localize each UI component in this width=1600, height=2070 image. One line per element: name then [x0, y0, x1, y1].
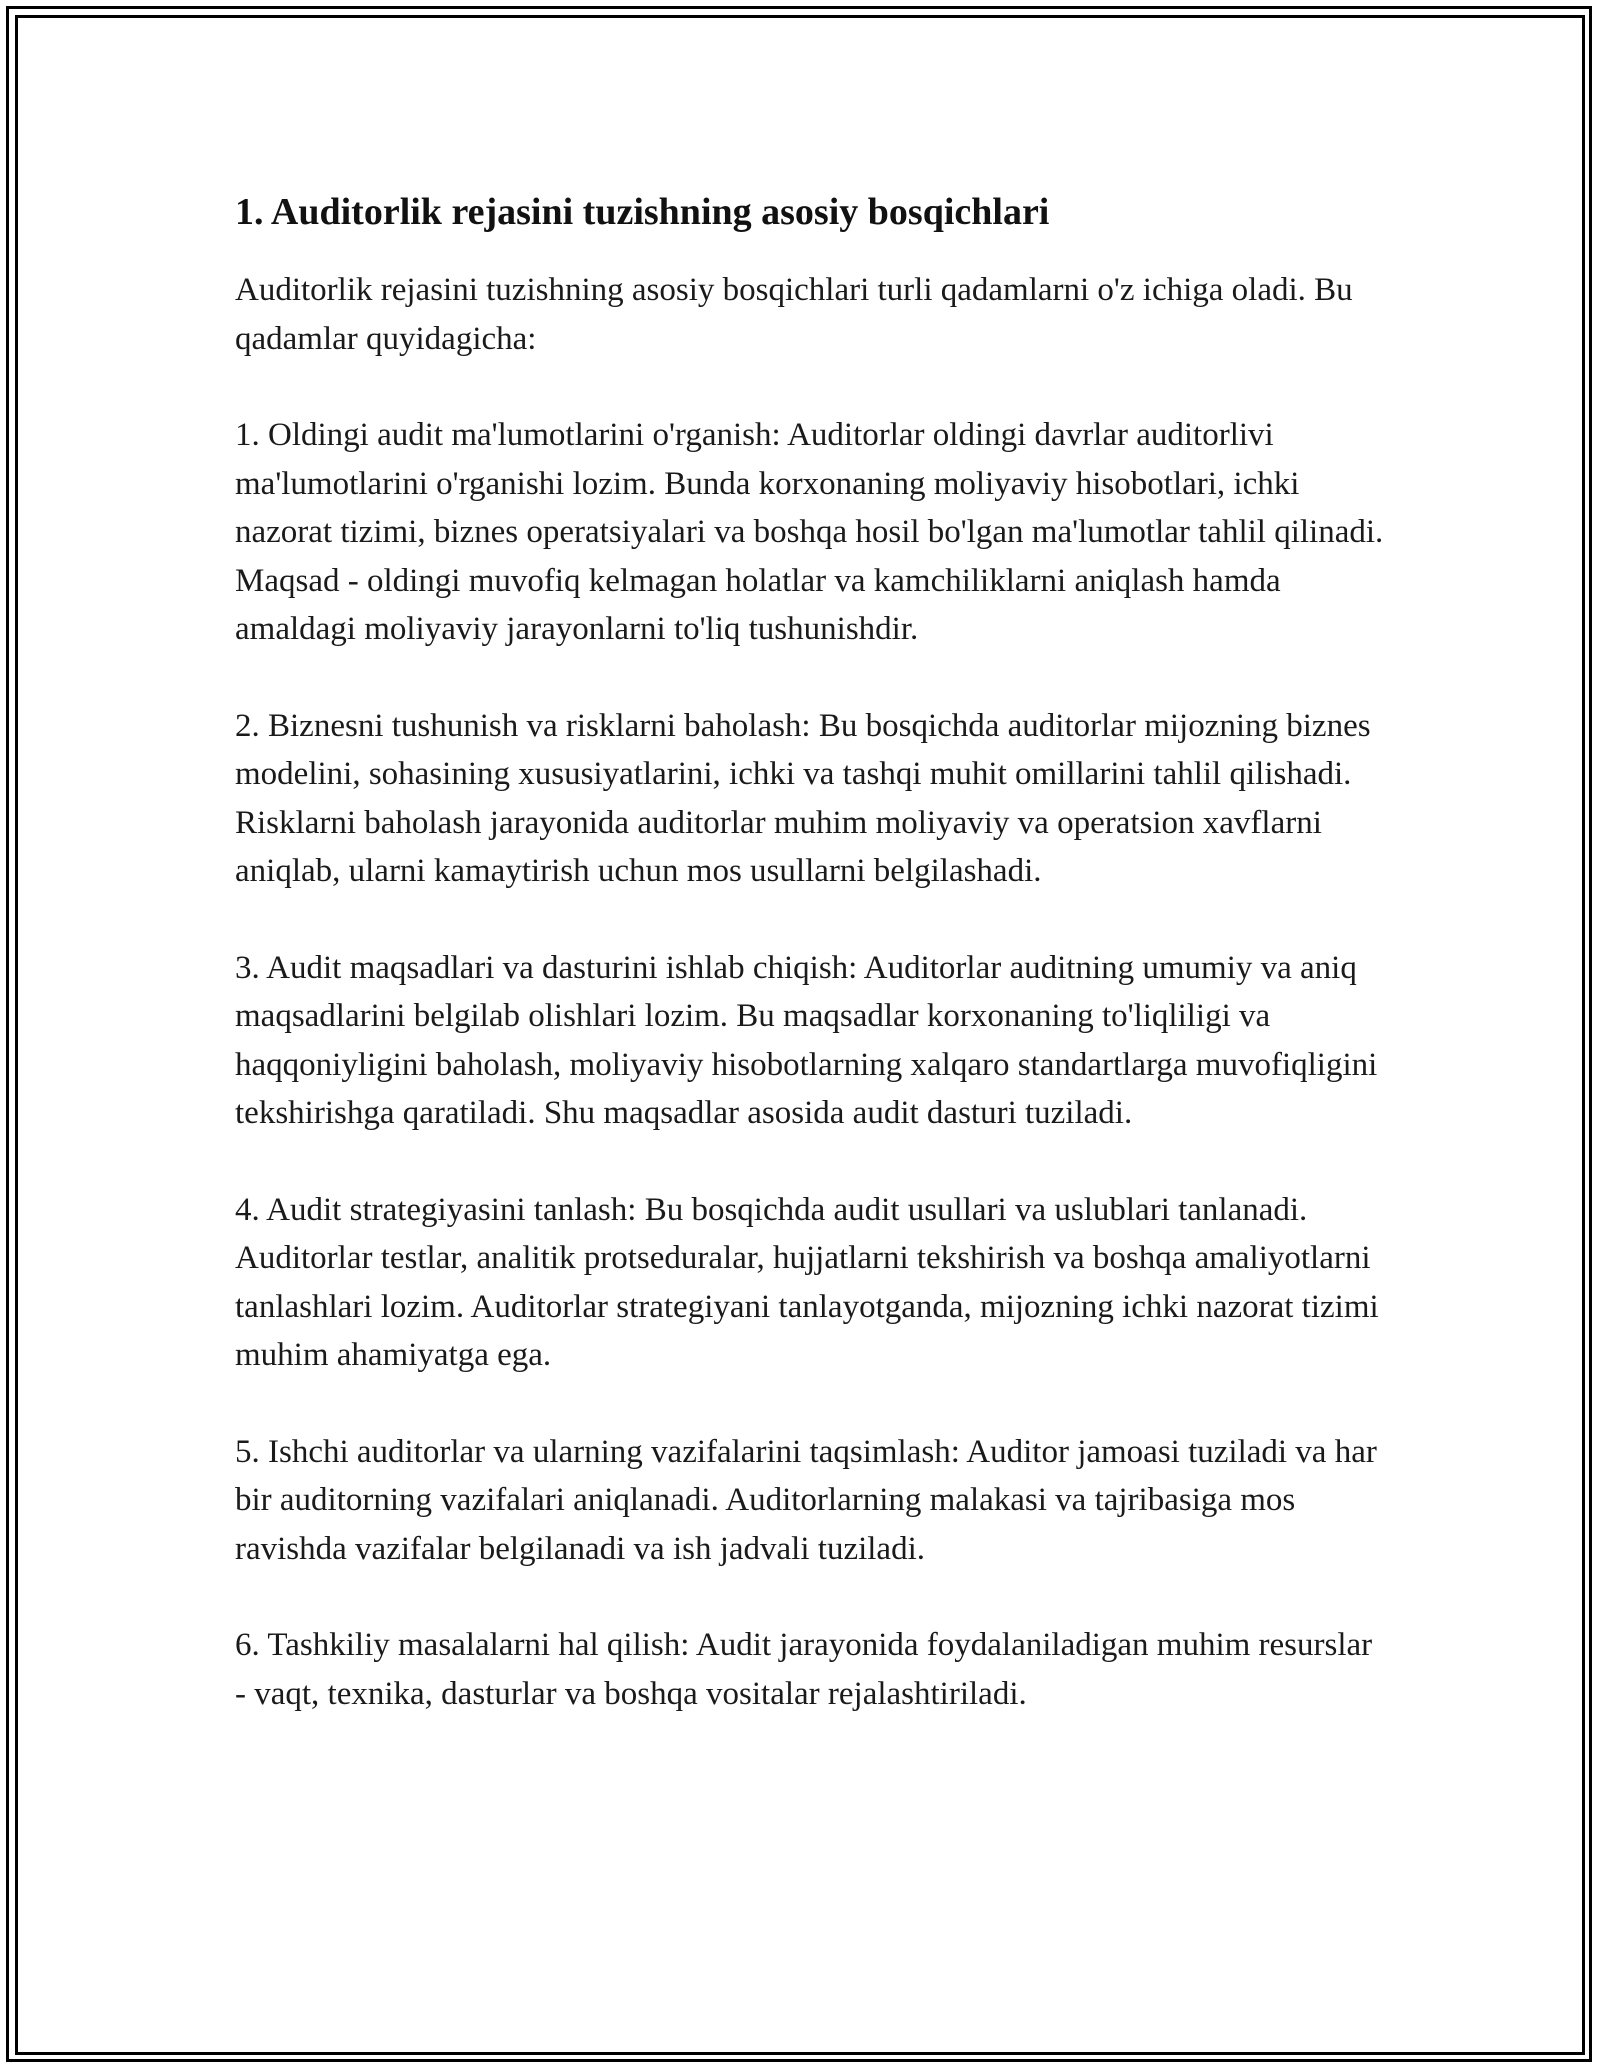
- step-4-paragraph: 4. Audit strategiyasini tanlash: Bu bosqichda audit usullari va uslublari tanlanadi. Auditorlar testlar, analitik protseduralar, hujjatlarni tekshirish va boshqa amaliyotlarni tanlashlari lozim. Auditorlar strategiyani tanlayotganda, mijozning ichki nazorat tizimi muhim ahamiyatga ega.: [235, 1191, 1379, 1373]
- intro-paragraph: Auditorlik rejasini tuzishning asosiy bosqichlari turli qadamlarni o'z ichiga oladi. Bu qadamlar quyidagicha:: [235, 272, 1353, 357]
- step-5-paragraph: 5. Ishchi auditorlar va ularning vazifalarini taqsimlash: Auditor jamoasi tuziladi va har bir auditorning vazifalari aniqlanadi. Auditorlarning malakasi va tajribasiga mos ravishda vazifalar belgilanadi va ish jadvali tuziladi.: [235, 1433, 1377, 1567]
- step-6-paragraph: 6. Tashkiliy masalalarni hal qilish: Audit jarayonida foydalaniladigan muhim resurslar - vaqt, texnika, dasturlar va boshqa vositalar rejalashtiriladi.: [235, 1627, 1373, 1712]
- document-title: 1. Auditorlik rejasini tuzishning asosiy bosqichlari: [235, 191, 1050, 233]
- document-body: [235, 180, 1385, 1718]
- step-1-paragraph: 1. Oldingi audit ma'lumotlarini o'rganish: Auditorlar oldingi davrlar auditorlivi ma'lumotlarini o'rganishi lozim. Bunda korxonaning moliyaviy hisobotlari, ichki nazorat tizimi, biznes operatsiyalari va boshqa hosil bo'lgan ma'lumotlar tahlil qilinadi. Maqsad - oldingi muvofiq kelmagan holatlar va kamchiliklarni aniqlash hamda amaldagi moliyaviy jarayonlarni to'liq tushunishdir.: [235, 417, 1384, 647]
- step-3-paragraph: 3. Audit maqsadlari va dasturini ishlab chiqish: Auditorlar auditning umumiy va aniq maqsadlarini belgilab olishlari lozim. Bu maqsadlar korxonaning to'liqliligi va haqqoniyligini baholash, moliyaviy hisobotlarning xalqaro standartlarga muvofiqligini tekshirishga qaratiladi. Shu maqsadlar asosida audit dasturi tuziladi.: [235, 949, 1378, 1131]
- step-2-paragraph: 2. Biznesni tushunish va risklarni baholash: Bu bosqichda auditorlar mijozning biznes modelini, sohasining xususiyatlarini, ichki va tashqi muhit omillarini tahlil qilishadi. Risklarni baholash jarayonida auditorlar muhim moliyaviy va operatsion xavflarni aniqlab, ularni kamaytirish uchun mos usullarni belgilashadi.: [235, 707, 1371, 889]
